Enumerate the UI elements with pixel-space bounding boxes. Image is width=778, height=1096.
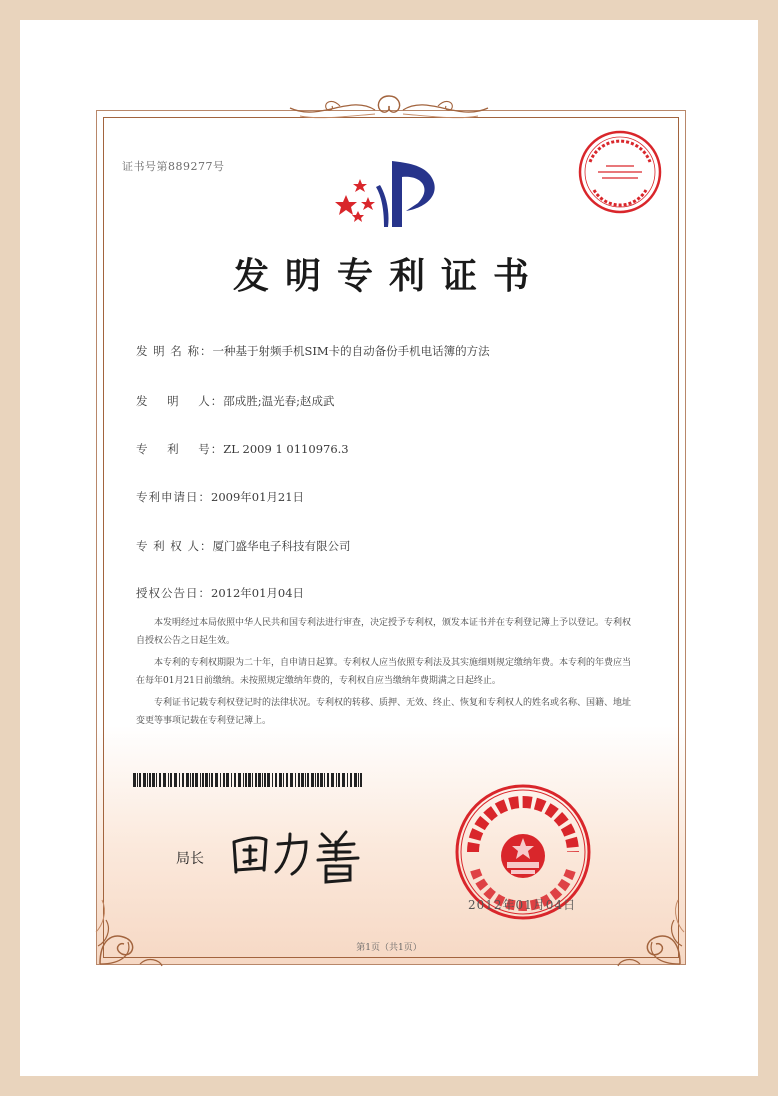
field-label: 发 明 名 称： [136, 344, 213, 358]
field-value: 一种基于射频手机SIM卡的自动备份手机电话簿的方法 [212, 344, 490, 358]
barcode-bar [262, 773, 263, 787]
barcode-bar [147, 773, 148, 787]
barcode-bar [252, 773, 253, 787]
barcode-bar [149, 773, 151, 787]
sipo-logo [330, 155, 450, 230]
barcode-bar [243, 773, 244, 787]
barcode-bar [295, 773, 296, 787]
barcode [133, 773, 363, 787]
barcode-bar [211, 773, 213, 787]
certificate-title: 发明专利证书 [232, 256, 545, 297]
barcode-bar [317, 773, 319, 787]
barcode-bar [245, 773, 247, 787]
barcode-bar [143, 773, 146, 787]
barcode-bar [331, 773, 334, 787]
barcode-bar [133, 773, 136, 787]
field-invention-name [136, 343, 490, 359]
field-label: 专 利 号： [136, 442, 224, 456]
barcode-bar [202, 773, 204, 787]
barcode-bar [354, 773, 357, 787]
director-signature [226, 820, 376, 890]
barcode-bar [248, 773, 251, 787]
barcode-bar [200, 773, 201, 787]
barcode-bar [209, 773, 210, 787]
barcode-bar [159, 773, 161, 787]
barcode-bar [320, 773, 323, 787]
barcode-bar [168, 773, 169, 787]
body-paragraph: 专利证书记载专利权登记时的法律状况。专利权的转移、质押、无效、终止、恢复和专利权人的姓名或名称、国籍、地址变更等事项记载在专利登记簿上。 [136, 698, 632, 726]
barcode-bar [286, 773, 288, 787]
field-label: 发 明 人： [136, 394, 224, 408]
field-label: 专利申请日： [136, 490, 211, 504]
barcode-bar [231, 773, 232, 787]
barcode-bar [336, 773, 337, 787]
field-patentee [136, 538, 350, 554]
barcode-bar [350, 773, 352, 787]
barcode-bar [347, 773, 348, 787]
field-grant-date [136, 585, 304, 601]
barcode-bar [258, 773, 261, 787]
barcode-bar [156, 773, 157, 787]
certificate-body [136, 614, 636, 734]
barcode-bar [139, 773, 141, 787]
barcode-bar [264, 773, 266, 787]
barcode-bar [327, 773, 329, 787]
field-value: 2009年01月21日 [211, 490, 305, 504]
barcode-bar [298, 773, 300, 787]
barcode-bar [255, 773, 257, 787]
barcode-bar [186, 773, 189, 787]
director-label: 局长 [176, 851, 204, 867]
field-application-date [136, 489, 304, 505]
barcode-bar [272, 773, 273, 787]
barcode-bar [152, 773, 155, 787]
barcode-bar [307, 773, 309, 787]
field-value: ZL 2009 1 0110976.3 [223, 442, 349, 456]
bottom-left-ornament [92, 880, 172, 970]
barcode-bar [360, 773, 362, 787]
field-label: 授权公告日： [136, 586, 211, 600]
certificate-number: 证书号第889277号 [122, 160, 225, 173]
body-paragraph: 本发明经过本局依照中华人民共和国专利法进行审查，决定授予专利权，颁发本证书并在专利登记簿上予以登记。专利权自授权公告之日起生效。 [136, 618, 632, 646]
barcode-bar [283, 773, 284, 787]
field-value: 邵成胜;温光春;赵成武 [223, 394, 335, 408]
field-value: 2012年01月04日 [211, 586, 305, 600]
barcode-bar [223, 773, 225, 787]
barcode-bar [226, 773, 229, 787]
barcode-bar [275, 773, 277, 787]
barcode-bar [220, 773, 221, 787]
field-inventor [136, 393, 335, 409]
barcode-bar [315, 773, 316, 787]
barcode-bar [338, 773, 340, 787]
barcode-bar [137, 773, 138, 787]
barcode-bar [358, 773, 359, 787]
barcode-bar [215, 773, 218, 787]
barcode-bar [279, 773, 282, 787]
barcode-bar [238, 773, 241, 787]
barcode-bar [170, 773, 172, 787]
seal-date: 2012年01月04日 [468, 898, 577, 912]
field-value: 厦门盛华电子科技有限公司 [212, 539, 351, 553]
barcode-bar [192, 773, 194, 787]
barcode-bar [324, 773, 325, 787]
body-paragraph: 本专利的专利权期限为二十年，自申请日起算。专利权人应当依照专利法及其实施细则规定缴纳年费。本专利的年费应当在每年01月21日前缴纳。未按照规定缴纳年费的，专利权自应当缴纳年费期满之日起终止。 [136, 658, 632, 686]
barcode-bar [190, 773, 191, 787]
field-label: 专 利 权 人： [136, 539, 213, 553]
barcode-bar [290, 773, 293, 787]
barcode-bar [195, 773, 198, 787]
barcode-bar [205, 773, 208, 787]
barcode-bar [342, 773, 345, 787]
page-number: 第1页（共1页） [356, 943, 422, 953]
barcode-bar [234, 773, 236, 787]
barcode-bar [163, 773, 166, 787]
barcode-bar [305, 773, 306, 787]
barcode-bar [301, 773, 304, 787]
bottom-right-ornament [608, 880, 688, 970]
barcode-bar [182, 773, 184, 787]
small-red-seal [576, 128, 664, 216]
barcode-bar [174, 773, 177, 787]
barcode-bar [311, 773, 314, 787]
barcode-bar [179, 773, 180, 787]
field-patent-number [136, 441, 349, 457]
top-ornament [280, 92, 498, 124]
barcode-bar [267, 773, 270, 787]
